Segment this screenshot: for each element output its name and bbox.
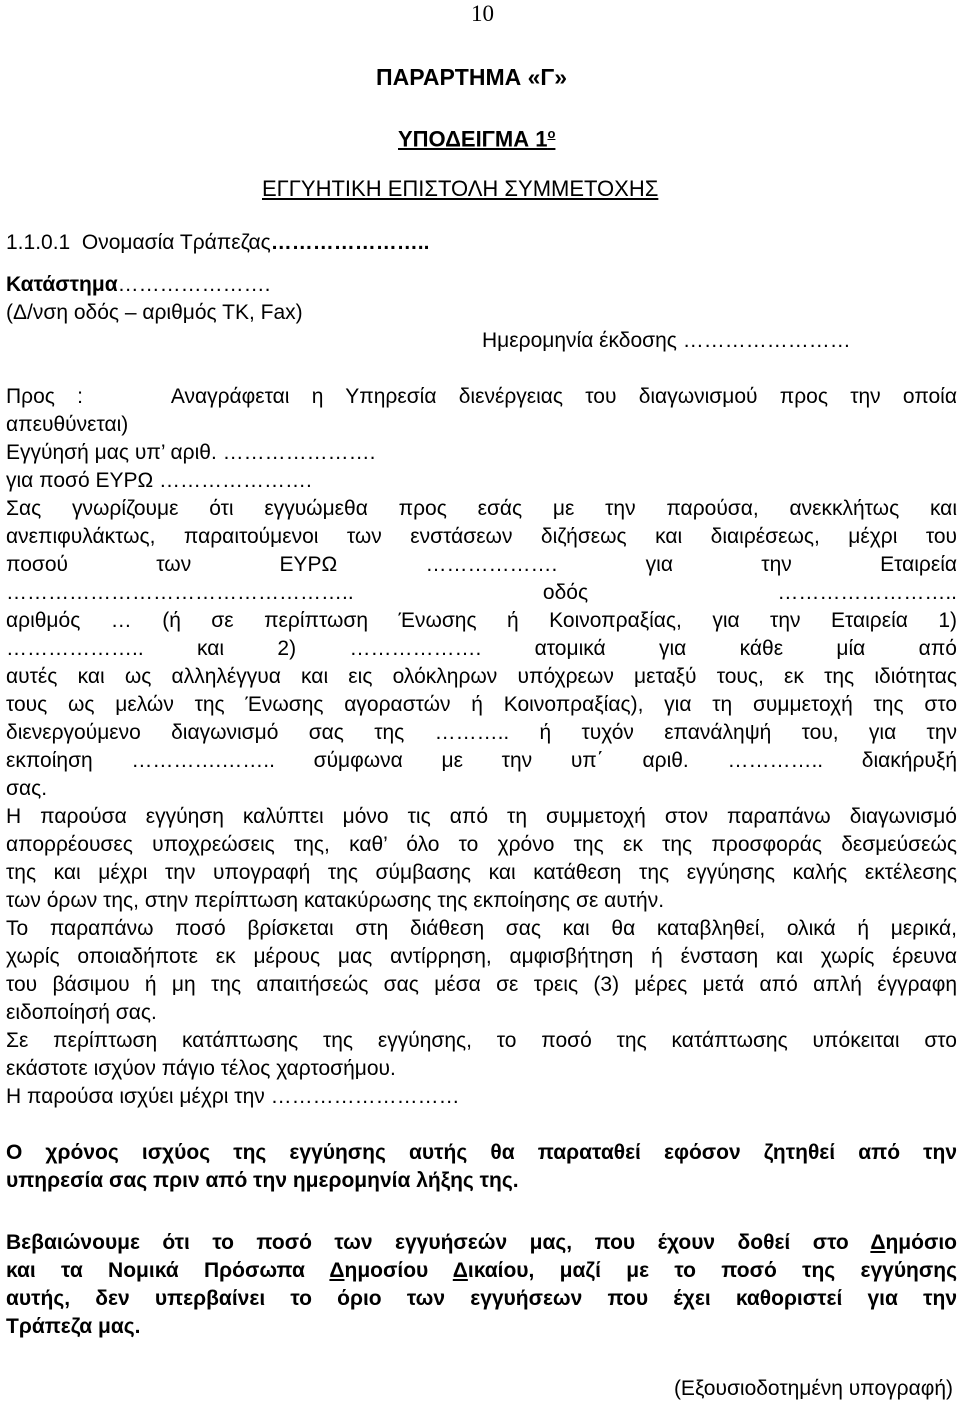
bank-name-dots: ………………….. bbox=[270, 231, 430, 254]
p3-line: του βάσιμου ή μη της απαιτήσεώς σας μέσα σε τρεις (3) μέρες μετά από απλή έγγραφη bbox=[6, 973, 957, 996]
p2-line: απορρέουσες υποχρεώσεις της, καθ’ όλο το χρόνο της εκ της προσφοράς δεσμεύσεώς bbox=[6, 833, 957, 856]
extension-line: υπηρεσία σας πριν από την ημερομηνία λήξης της. bbox=[6, 1169, 519, 1192]
to-line-1: Προς : Αναγράφεται η Υπηρεσία διενέργειας του διαγωνισμού προς την οποία bbox=[6, 385, 957, 408]
certification-note bbox=[6, 1229, 957, 1341]
p2-line: της και μέχρι την υπογραφή της σύμβασης και κατάθεση της εγγύησης καλής εκτέλεσης bbox=[6, 861, 957, 884]
p4-last-line: εκάστοτε ισχύον πάγιο τέλος χαρτοσήμου. bbox=[6, 1057, 396, 1080]
p3-line: Το παραπάνω ποσό βρίσκεται στη διάθεση σας και θα καταβληθεί, ολικά ή μερικά, bbox=[6, 917, 957, 940]
p1-line: ποσού των ΕΥΡΩ ………………. για την Εταιρεία bbox=[6, 553, 957, 576]
bank-prefix: 1.1.0.1 bbox=[6, 231, 82, 254]
branch-dots: …………………. bbox=[117, 273, 271, 296]
p1-line: αριθμός … (ή σε περίπτωση Ένωσης ή Κοινοπραξίας, για την Εταιρεία 1) bbox=[6, 609, 957, 632]
p1-line: Σας γνωρίζουμε ότι εγγυώμεθα προς εσάς με την παρούσα, ανεκκλήτως και bbox=[6, 497, 957, 520]
p4-line: Σε περίπτωση κατάπτωσης της εγγύησης, το ποσό της κατάπτωσης υπόκειται στο bbox=[6, 1029, 957, 1052]
sample-heading bbox=[398, 120, 555, 153]
extension-line: Ο χρόνος ισχύος της εγγύησης αυτής θα παραταθεί εφόσον ζητηθεί από την bbox=[6, 1141, 957, 1164]
cert-line: Τράπεζα μας. bbox=[6, 1315, 141, 1338]
guarantee-number: Εγγύησή μας υπ’ αριθ. …………………. bbox=[6, 441, 376, 464]
letter-title: ΕΓΓΥΗΤΙΚΗ ΕΠΙΣΤΟΛΗ ΣΥΜΜΕΤΟΧΗΣ bbox=[262, 176, 659, 201]
extension-note bbox=[6, 1139, 957, 1195]
p1-line: ………………………………………….. οδός …………………….. bbox=[6, 581, 957, 604]
p1-line: ……………….. και 2) ………………. ατομικά για κάθε μία από bbox=[6, 637, 957, 660]
branch-label: Κατάστημα bbox=[6, 273, 118, 296]
p2-line: Η παρούσα εγγύηση καλύπτει μόνο τις από τη συμμετοχή στον παραπάνω διαγωνισμό bbox=[6, 805, 957, 828]
cert-line: Βεβαιώνουμε ότι το ποσό των εγγυήσεών μας, που έχουν δοθεί στο Δημόσιο bbox=[6, 1231, 957, 1254]
issue-date-line bbox=[482, 327, 851, 355]
p1-line: διενεργούμενο διαγωνισμό σας της ……….. ή τυχόν επανάληψή του, για την bbox=[6, 721, 957, 744]
issue-date-label: Ημερομηνία έκδοσης bbox=[482, 329, 677, 352]
bank-name-line bbox=[6, 229, 429, 257]
paragraph-1 bbox=[6, 495, 957, 803]
p1-line: ανεπιφυλάκτως, παραιτούμενοι των ενστάσεων διζήσεως και διαιρέσεως, μέχρι του bbox=[6, 525, 957, 548]
p1-line: τους ως μελών της Ένωσης αγοραστών ή Κοινοπραξίας), για τη συμμετοχή της στο bbox=[6, 693, 957, 716]
sample-sup: ο bbox=[547, 126, 556, 141]
paragraph-3 bbox=[6, 915, 957, 1027]
paragraph-2 bbox=[6, 803, 957, 915]
paragraph-4 bbox=[6, 1027, 957, 1083]
p3-last-line: ειδοποίησή σας. bbox=[6, 1001, 157, 1024]
branch-line bbox=[6, 271, 270, 299]
annex-heading: ΠΑΡΑΡΤΗΜΑ «Γ» bbox=[376, 64, 568, 90]
p1-line: εκποίηση ………….…….. σύμφωνα με την υπ΄ αριθ. ………….. διακήρυξή bbox=[6, 749, 957, 772]
authorized-signature: (Εξουσιοδοτημένη υπογραφή) bbox=[673, 1377, 953, 1400]
cert-line: και τα Νομικά Πρόσωπα Δημοσίου Δικαίου, μαζί με το ποσό της εγγύησης bbox=[6, 1259, 957, 1282]
cert-line: αυτής, δεν υπερβαίνει το όριο των εγγυήσεων που έχει καθοριστεί για την bbox=[6, 1287, 957, 1310]
p1-last-line: σας. bbox=[6, 777, 48, 800]
to-line-2: απευθύνεται) bbox=[6, 413, 129, 436]
issue-date-dots: …………………… bbox=[682, 329, 851, 352]
p2-last-line: των όρων της, στην περίπτωση κατακύρωσης της εκποίησης σε αυτήν. bbox=[6, 889, 665, 912]
sample-label: ΥΠΟΔΕΙΓΜΑ 1 bbox=[398, 126, 548, 152]
p3-line: χωρίς οποιαδήποτε εκ μέρους μας αντίρρηση, αμφισβήτηση ή ένσταση και χωρίς έρευνα bbox=[6, 945, 957, 968]
p1-line: αυτές και ως αλληλέγγυα και εις ολόκληρων υπόχρεων μεταξύ τους, εκ της ιδιότητας bbox=[6, 665, 957, 688]
guarantee-amount: για ποσό ΕΥΡΩ …………………. bbox=[6, 469, 312, 492]
page-number: 10 bbox=[471, 1, 494, 26]
address-line: (Δ/νση οδός – αριθμός ΤΚ, Fax) bbox=[6, 301, 303, 324]
valid-until: Η παρούσα ισχύει μέχρι την ……………………… bbox=[6, 1085, 460, 1108]
bank-name-label: Ονομασία Τράπεζας bbox=[81, 231, 271, 254]
